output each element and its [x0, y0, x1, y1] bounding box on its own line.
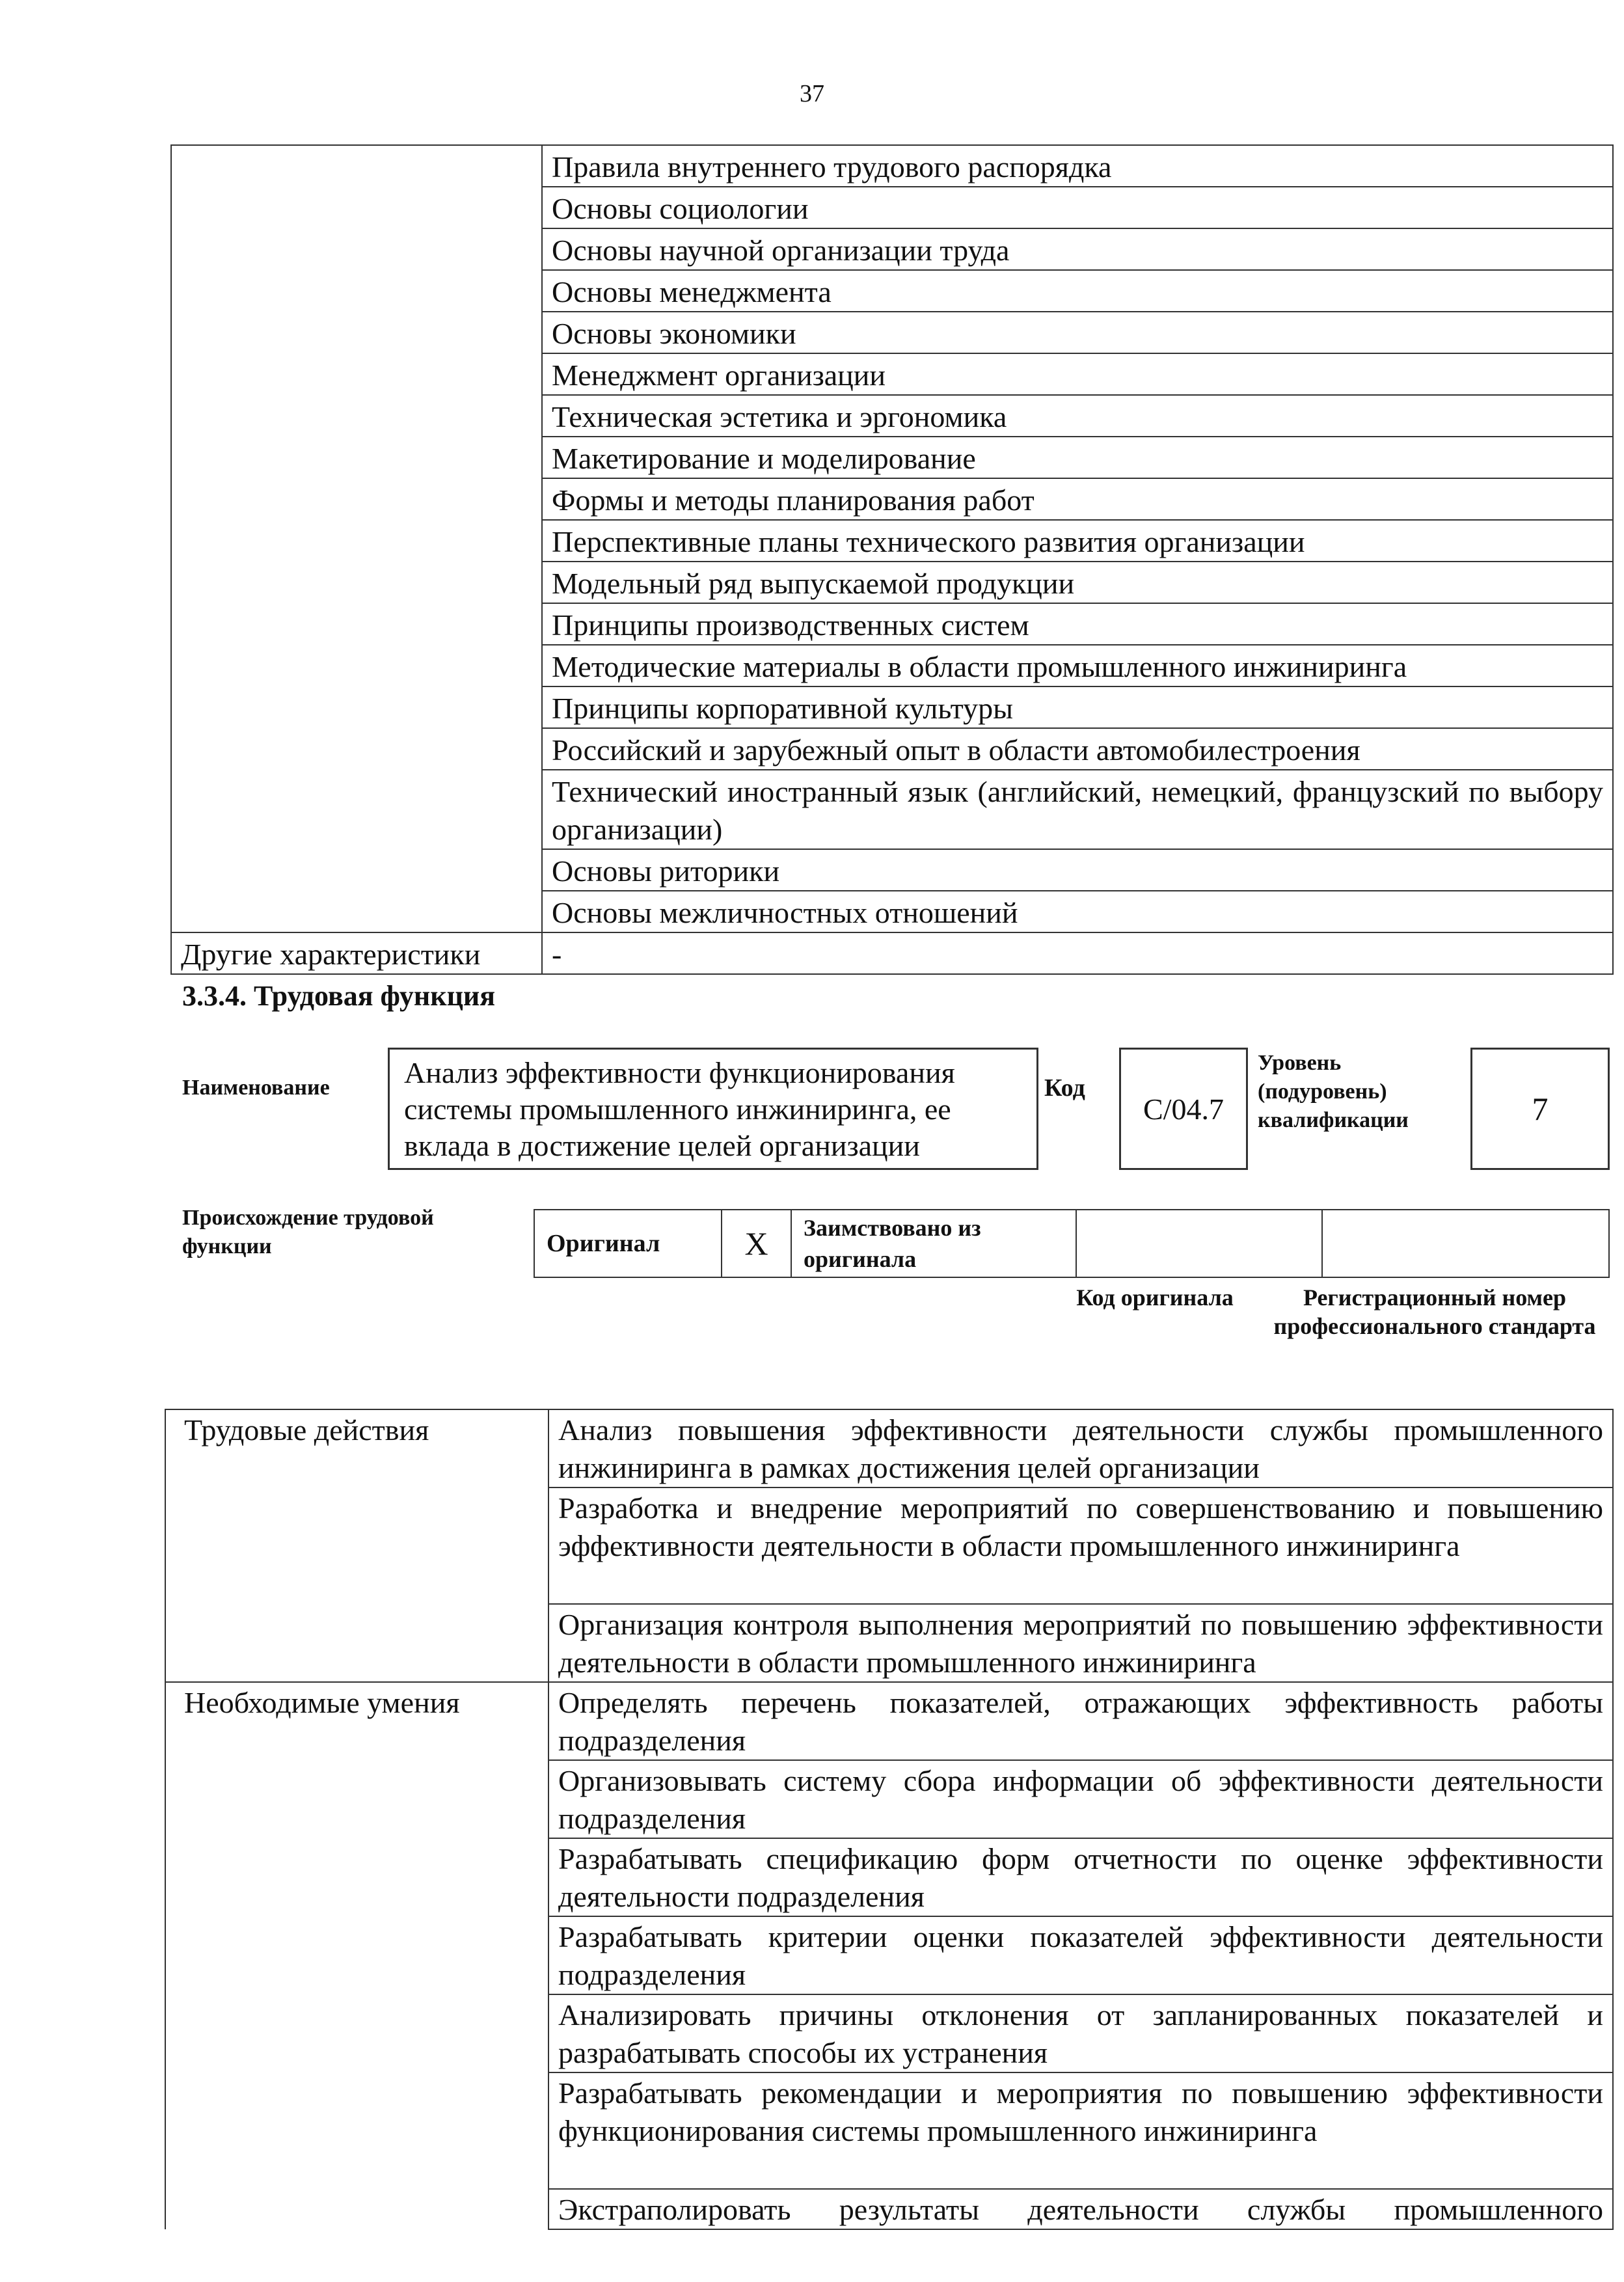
reg-number-cell — [1322, 1210, 1609, 1277]
table-row — [171, 312, 1613, 353]
labor-action-item: Разработка и внедрение мероприятий по совершенствованию и повышению эффективности деятельности в области промышленного инжиниринга — [548, 1487, 1613, 1604]
table-row — [165, 1838, 1613, 1916]
table-row — [171, 603, 1613, 645]
labor-action-item: Анализ повышения эффективности деятельности службы промышленного инжиниринга в рамках достижения целей организации — [548, 1409, 1613, 1487]
original-cell: Оригинал — [534, 1210, 722, 1277]
table-row — [165, 2072, 1613, 2189]
table-row — [171, 849, 1613, 891]
code-label: Код — [1044, 1074, 1085, 1102]
other-characteristics-label: Другие характеристики — [171, 932, 542, 974]
table-row — [165, 1487, 1613, 1604]
table-row — [171, 187, 1613, 228]
skill-item: Разрабатывать критерии оценки показателей эффективности деятельности подразделения — [548, 1916, 1613, 1994]
table-row — [171, 891, 1613, 932]
knowledge-item: Технический иностранный язык (английский, немецкий, французский по выбору организации) — [542, 770, 1613, 849]
other-characteristics-value: - — [542, 932, 1613, 974]
function-code-box: C/04.7 — [1119, 1048, 1248, 1170]
table-row — [171, 728, 1613, 770]
table-row — [165, 1760, 1613, 1838]
knowledge-item: Основы риторики — [542, 849, 1613, 891]
table-row — [171, 478, 1613, 520]
name-label: Наименование — [182, 1076, 330, 1100]
origin-code-caption: Код оригинала — [1076, 1284, 1234, 1311]
function-details-table — [165, 1409, 1614, 2230]
table-row — [171, 228, 1613, 270]
labor-actions-label: Трудовые действия — [165, 1409, 548, 1487]
skills-label: Необходимые умения — [165, 1682, 548, 1760]
table-row — [171, 520, 1613, 562]
borrowed-cell: Заимствовано из оригинала — [791, 1210, 1076, 1277]
skill-item: Разрабатывать спецификацию форм отчетности по оценке эффективности деятельности подразделения — [548, 1838, 1613, 1916]
table-row — [165, 1916, 1613, 1994]
table-row — [165, 2189, 1613, 2229]
skill-item: Экстраполировать результаты деятельности службы промышленного — [548, 2189, 1613, 2229]
labor-action-item: Организация контроля выполнения мероприятий по повышению эффективности деятельности в области промышленного инжиниринга — [548, 1604, 1613, 1682]
table-row — [171, 645, 1613, 686]
table-row — [165, 1604, 1613, 1682]
skill-item: Организовывать систему сбора информации об эффективности деятельности подразделения — [548, 1760, 1613, 1838]
knowledge-item: Основы экономики — [542, 312, 1613, 353]
table-row — [165, 1682, 1613, 1760]
table-row — [171, 145, 1613, 187]
knowledge-item: Основы менеджмента — [542, 270, 1613, 312]
reg-number-caption: Регистрационный номер профессионального стандарта — [1273, 1284, 1596, 1339]
origin-label: Происхождение трудовой функции — [182, 1206, 434, 1258]
knowledge-item: Принципы корпоративной культуры — [542, 686, 1613, 728]
table-row — [171, 770, 1613, 849]
knowledge-item: Правила внутреннего трудового распорядка — [542, 145, 1613, 187]
level-label: Уровень (подуровень) квалификации — [1258, 1051, 1409, 1132]
table-row — [171, 395, 1613, 437]
skill-item: Анализировать причины отклонения от запланированных показателей и разрабатывать способы их устранения — [548, 1994, 1613, 2072]
knowledge-item: Техническая эстетика и эргономика — [542, 395, 1613, 437]
table-row — [171, 562, 1613, 603]
function-level-box: 7 — [1470, 1048, 1610, 1170]
knowledge-item: Основы социологии — [542, 187, 1613, 228]
function-name-box: Анализ эффективности функционирования системы промышленного инжиниринга, ее вклада в достижение целей организации — [388, 1048, 1038, 1170]
knowledge-item: Российский и зарубежный опыт в области автомобилестроения — [542, 728, 1613, 770]
knowledge-item: Макетирование и моделирование — [542, 437, 1613, 478]
knowledge-item: Основы научной организации труда — [542, 228, 1613, 270]
knowledge-item: Принципы производственных систем — [542, 603, 1613, 645]
knowledge-item: Основы межличностных отношений — [542, 891, 1613, 932]
table-row — [171, 686, 1613, 728]
skill-item: Разрабатывать рекомендации и мероприятия по повышению эффективности функционирования системы промышленного инжиниринга — [548, 2072, 1613, 2189]
origin-code-cell — [1076, 1210, 1322, 1277]
knowledge-label-cell — [171, 145, 542, 187]
page-number: 37 — [800, 80, 824, 107]
knowledge-item: Перспективные планы технического развития организации — [542, 520, 1613, 562]
table-row — [171, 932, 1613, 974]
knowledge-item: Менеджмент организации — [542, 353, 1613, 395]
skill-item: Определять перечень показателей, отражающих эффективность работы подразделения — [548, 1682, 1613, 1760]
table-row — [171, 270, 1613, 312]
table-row — [165, 1409, 1613, 1487]
knowledge-item: Формы и методы планирования работ — [542, 478, 1613, 520]
section-title: 3.3.4. Трудовая функция — [182, 980, 496, 1012]
origin-table — [534, 1209, 1610, 1278]
knowledge-table — [170, 144, 1614, 975]
table-row — [171, 437, 1613, 478]
table-row — [165, 1994, 1613, 2072]
table-row — [171, 353, 1613, 395]
knowledge-item: Модельный ряд выпускаемой продукции — [542, 562, 1613, 603]
knowledge-item: Методические материалы в области промышленного инжиниринга — [542, 645, 1613, 686]
original-mark: X — [722, 1210, 791, 1277]
